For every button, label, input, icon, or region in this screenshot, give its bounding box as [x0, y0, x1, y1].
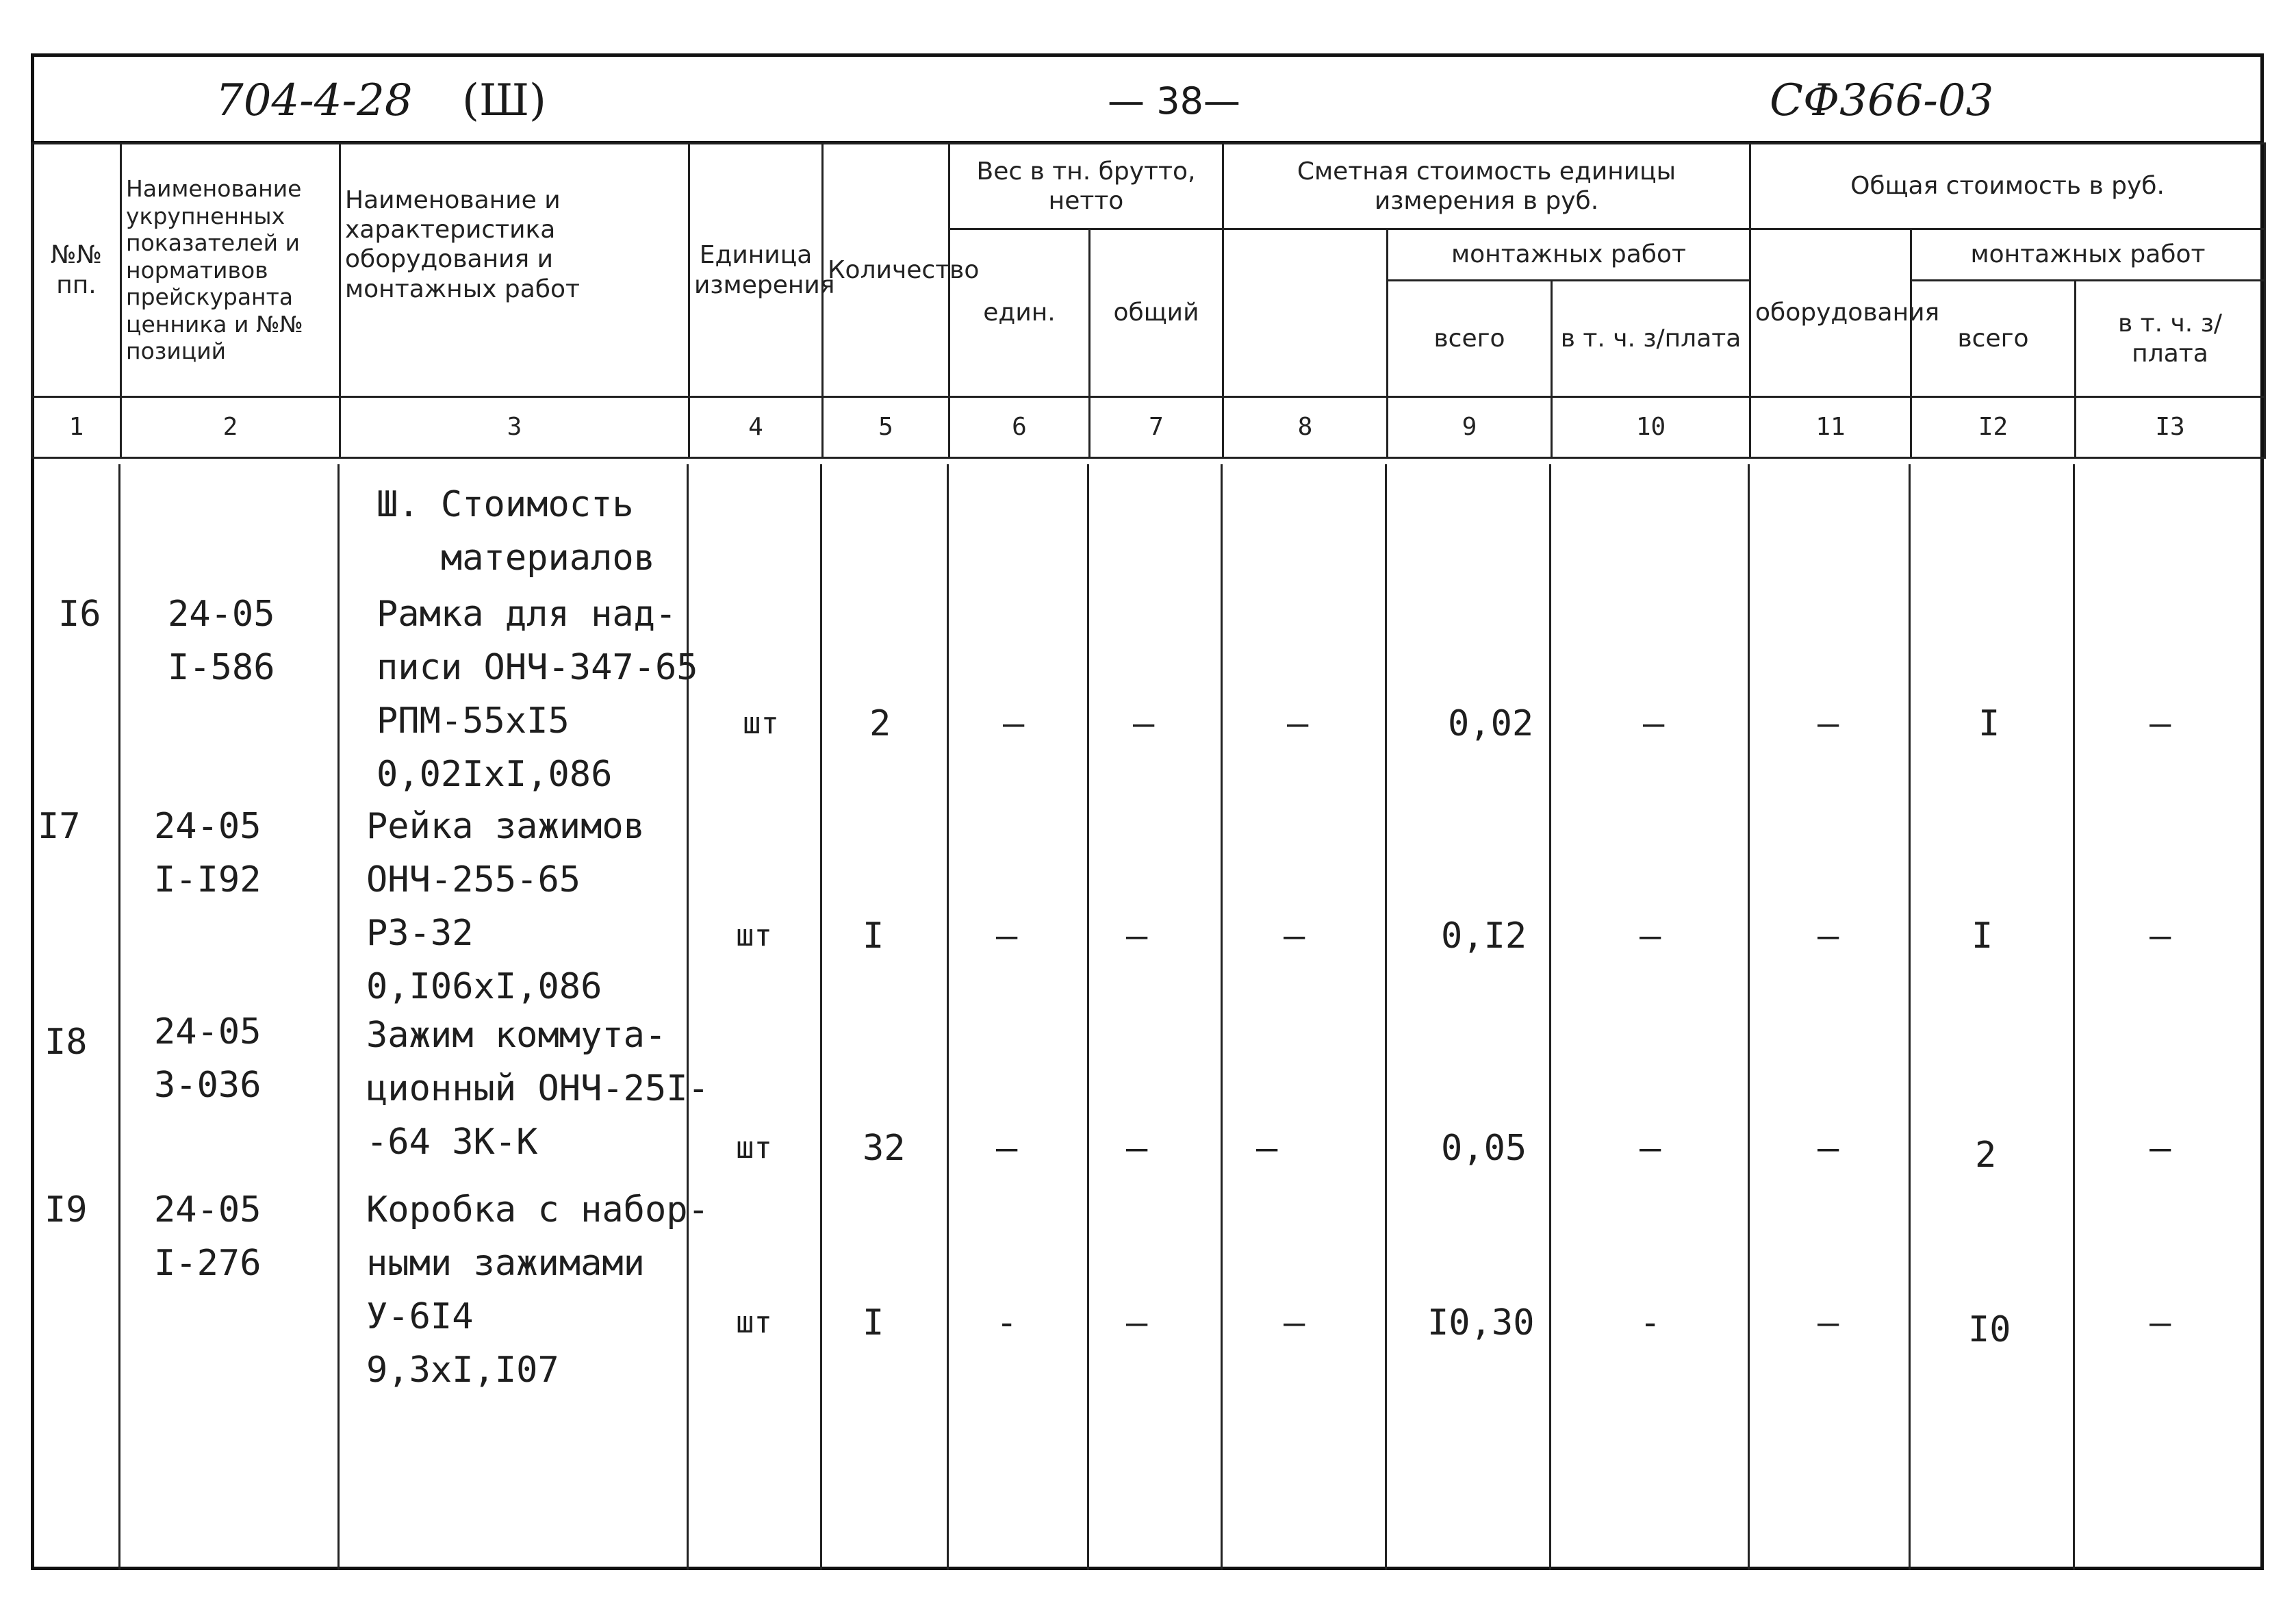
- row-unit-cost-wage: –: [1640, 1128, 1661, 1169]
- table-body: [31, 464, 2264, 1570]
- col-number: 9: [1388, 397, 1552, 458]
- page-number: — 38—: [1108, 79, 1240, 123]
- row-qty: 2: [869, 703, 891, 744]
- row-unit-cost-wage: –: [1643, 703, 1665, 744]
- row-reference: 24-05 I-586: [168, 594, 275, 688]
- col-header-1: №№ пп.: [32, 144, 121, 397]
- row-unit: шт: [743, 706, 779, 741]
- row-unit-cost-total: 0,02: [1448, 703, 1534, 744]
- row-reference: 24-05 I-I92: [154, 806, 262, 900]
- col-header-7: общий: [1090, 229, 1223, 397]
- col-number: 5: [823, 397, 949, 458]
- row-weight-unit: -: [996, 1302, 1018, 1343]
- row-equipment-total: –: [1817, 1128, 1839, 1169]
- row-unit: шт: [736, 1305, 772, 1340]
- col-number: I2: [1911, 397, 2076, 458]
- row-mount-wage: –: [2150, 703, 2171, 744]
- col-header-6: един.: [949, 229, 1090, 397]
- row-description: Зажим коммута- ционный ОНЧ-25I- -64 ЗК-К: [366, 1015, 709, 1163]
- row-description: Коробка с набор- ными зажимами У-6I4 9,3хI,I07: [366, 1189, 709, 1391]
- unit-cost-group-header: Сметная стоимость единицы измерения в руб.: [1223, 144, 1750, 229]
- row-unit-cost-wage: –: [1640, 915, 1661, 957]
- row-number: I8: [44, 1022, 88, 1063]
- row-mount-wage: –: [2150, 1302, 2171, 1343]
- row-equipment-total: –: [1817, 703, 1839, 744]
- row-weight-unit: –: [996, 915, 1018, 957]
- row-col8: –: [1284, 915, 1305, 957]
- doc-code-right: СФ366-03: [1770, 75, 1994, 126]
- col-number: 1: [32, 397, 121, 458]
- row-weight-total: –: [1126, 1302, 1148, 1343]
- row-equipment-total: –: [1817, 915, 1839, 957]
- row-mount-wage: –: [2150, 1128, 2171, 1169]
- mount-works-header-2: монтажных работ: [1911, 229, 2265, 281]
- section-title: Ш. Стоимость материалов: [377, 484, 655, 579]
- col-number: 7: [1090, 397, 1223, 458]
- row-number: I7: [38, 806, 81, 847]
- row-unit-cost-wage: -: [1640, 1302, 1661, 1343]
- row-qty: 32: [863, 1128, 906, 1169]
- row-col8: –: [1284, 1302, 1305, 1343]
- col-header-3: Наименование и характеристика оборудования и монтажных работ: [340, 144, 689, 397]
- row-weight-total: –: [1133, 703, 1155, 744]
- weight-group-header: Вес в тн. брутто, нетто: [949, 144, 1223, 229]
- col-header-13: в т. ч. з/плата: [2076, 281, 2265, 397]
- row-mount-total: 2: [1975, 1135, 1997, 1176]
- mount-works-header: монтажных работ: [1388, 229, 1750, 281]
- col-number: I3: [2076, 397, 2265, 458]
- row-description: Рейка зажимов ОНЧ-255-65 РЗ-32 0,I06хI,086: [366, 806, 645, 1007]
- row-number: I9: [44, 1189, 88, 1230]
- row-reference: 24-05 3-036: [154, 1011, 262, 1106]
- row-weight-unit: –: [996, 1128, 1018, 1169]
- row-unit-cost-total: 0,05: [1441, 1128, 1527, 1169]
- document-sheet: [31, 53, 2264, 1570]
- row-mount-wage: –: [2150, 915, 2171, 957]
- col-number: 3: [340, 397, 689, 458]
- row-col8: –: [1287, 703, 1309, 744]
- row-qty: I: [863, 1302, 884, 1343]
- col-header-10: в т. ч. з/плата: [1552, 281, 1750, 397]
- document-header: [31, 53, 2264, 142]
- col-header-5: Количество: [823, 144, 949, 397]
- row-description: Рамка для над- писи ОНЧ-347-65 РПМ-55хI5 0,02IхI,086: [377, 594, 698, 795]
- col-number: 10: [1552, 397, 1750, 458]
- row-weight-unit: –: [1003, 703, 1025, 744]
- row-unit-cost-total: 0,I2: [1441, 915, 1527, 957]
- row-col8: –: [1256, 1128, 1278, 1169]
- row-reference: 24-05 I-276: [154, 1189, 262, 1284]
- col-number: 4: [689, 397, 823, 458]
- col-header-9: всего: [1388, 281, 1552, 397]
- column-header-table: [31, 142, 2266, 459]
- col-number: 2: [121, 397, 340, 458]
- total-group-header: Общая стоимость в руб.: [1750, 144, 2265, 229]
- doc-code-left: 704-4-28: [216, 75, 413, 126]
- col-header-8: [1223, 229, 1388, 397]
- col-number: 6: [949, 397, 1090, 458]
- row-weight-total: –: [1126, 1128, 1148, 1169]
- doc-code-suffix: (Ш): [462, 75, 546, 126]
- col-header-11: оборудования: [1750, 229, 1911, 397]
- row-number: I6: [58, 594, 101, 635]
- row-unit-cost-total: I0,30: [1427, 1302, 1535, 1343]
- col-number: 11: [1750, 397, 1911, 458]
- col-number: 8: [1223, 397, 1388, 458]
- row-weight-total: –: [1126, 915, 1148, 957]
- row-unit: шт: [736, 918, 772, 953]
- col-header-2: Наименование укрупненных показателей и нормативов прейскуранта ценника и №№ позиций: [121, 144, 340, 397]
- row-mount-total: I0: [1968, 1309, 2011, 1350]
- row-mount-total: I: [1972, 915, 1993, 957]
- column-number-row: [32, 397, 2265, 458]
- row-unit: шт: [736, 1130, 772, 1165]
- row-qty: I: [863, 915, 884, 957]
- col-header-4: Единица измерения: [689, 144, 823, 397]
- col-header-12: всего: [1911, 281, 2076, 397]
- row-mount-total: I: [1978, 703, 2000, 744]
- row-equipment-total: –: [1817, 1302, 1839, 1343]
